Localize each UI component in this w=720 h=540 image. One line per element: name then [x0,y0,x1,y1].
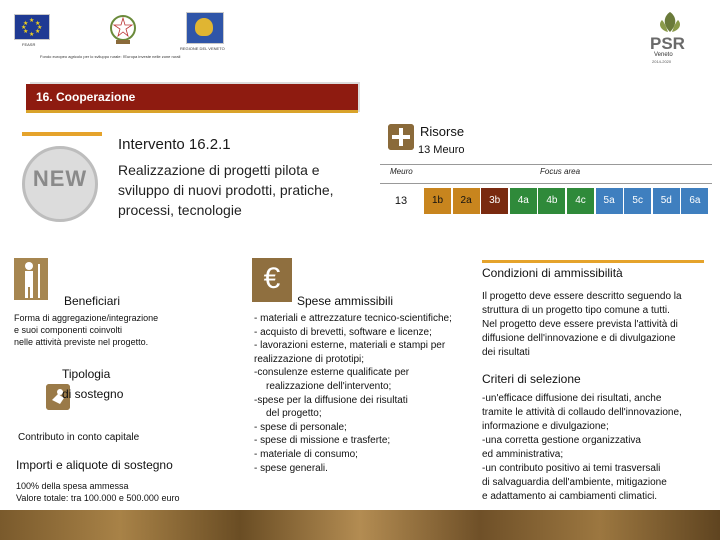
risorse-value: 13 [384,188,418,214]
risorse-coins-icon [388,124,414,150]
spese-line: - materiale di consumo; [254,448,358,460]
psr-logo-icon [640,8,700,64]
criteri-line: ed amministrativa; [482,449,564,460]
spese-line: - acquisto di brevetti, software e licenze; [254,326,432,338]
euro-sign: € [263,262,281,295]
criteri-title: Criteri di selezione [482,372,581,386]
importi-line2: Valore totale: tra 100.000 e 500.000 euro [16,493,180,503]
importi-body [16,480,236,504]
criteri-body [482,392,708,504]
focus-area-cell: 2a [453,188,480,214]
header-tagline: Fondo europeo agricolo per lo sviluppo rurale: l'Europa investe nelle zone rurali [40,54,181,59]
criteri-line: -una corretta gestione organizzativa [482,435,641,446]
focus-area-cell: 5d [653,188,680,214]
spese-line: - spese generali. [254,462,328,474]
spese-line: del progetto; [266,408,322,420]
focus-area-cell: 1b [424,188,451,214]
condizioni-line: Nel progetto deve essere prevista l'attività di [482,319,678,330]
beneficiari-line: nelle attività previste nel progetto. [14,337,149,347]
focus-area-cell: 3b [481,188,508,214]
veneto-lion-icon [186,12,224,44]
criteri-line: di salvaguardia dell'ambiente, mitigazione [482,477,667,488]
criteri-line: -un'efficace diffusione dei risultati, anche [482,393,662,404]
spese-line: realizzazione dell'intervento; [266,380,392,392]
psr-title: PSR [650,34,685,53]
condizioni-body [482,290,708,360]
spese-line: - materiali e attrezzature tecnico-scientifiche; [254,313,452,324]
tipologia-title-line2: di sostegno [62,387,124,401]
italian-republic-emblem-icon [108,12,138,46]
beneficiari-title: Beneficiari [64,294,121,308]
spese-line: - lavorazioni esterne, materiali e stampi per [254,340,446,352]
condizioni-line: dei risultati [482,347,530,358]
importi-title: Importi e aliquote di sostegno [16,458,173,472]
criteri-line: -un contributo positivo ai temi trasversali [482,463,661,474]
farmer-icon [14,258,48,300]
spese-line: - spese di personale; [254,421,347,433]
section-title: 16. Cooperazione [36,90,136,104]
focus-area-cell: 6a [681,188,708,214]
focus-area-cell: 5c [624,188,651,214]
condizioni-line: diffusione dell'innovazione e di divulgazione [482,333,676,344]
focus-area-cell: 5a [596,188,623,214]
condizioni-accent-bar [482,260,704,263]
spese-line: -spese per la diffusione dei risultati [254,394,408,406]
col-meuro-label: Meuro [390,167,413,176]
spese-line: realizzazione di prototipi; [254,353,365,365]
psr-years: 2014-2020 [652,59,672,64]
criteri-line: e adattamento ai cambiamenti climatici. [482,491,658,502]
col-focus-label: Focus area [540,167,581,176]
feasr-caption: FEASR [22,42,36,47]
risorse-amount: 13 Meuro [418,144,465,156]
criteri-line: tramite le attività di collaudo dell'innovazione, [482,407,682,418]
spese-line: -consulenze esterne qualificate per [254,367,410,379]
tipologia-title-line1: Tipologia [62,367,111,381]
spese-title: Spese ammissibili [297,294,394,308]
eu-flag-icon: ★ ★ ★ ★ ★ ★ ★ ★ [14,14,50,40]
intervento-description: Realizzazione di progetti pilota e sviluppo di nuovi prodotti, pratiche, processi, tecnologie [118,162,334,218]
criteri-line: informazione e divulgazione; [482,421,609,432]
tipologia-contributo: Contributo in conto capitale [18,432,140,443]
wheat-field-strip [0,510,720,540]
intervento-title: Intervento 16.2.1 [118,136,231,153]
beneficiari-line: Forma di aggregazione/integrazione [14,313,159,323]
focus-area-cell: 4c [567,188,594,214]
intervento-accent-bar [22,132,102,136]
condizioni-title: Condizioni di ammissibilità [482,266,623,280]
condizioni-line: Il progetto deve essere descritto seguendo la [482,291,682,302]
condizioni-line: struttura di un progetto tipo comune a tutti. [482,305,670,316]
psr-subtitle: Veneto [654,52,673,58]
tipologia-title [62,364,182,404]
risorse-title: Risorse [420,124,465,139]
spese-line: - spese di missione e trasferte; [254,435,391,447]
focus-area-cell: 4b [538,188,565,214]
focus-area-cell: 4a [510,188,537,214]
beneficiari-body [14,312,224,348]
new-badge-label: NEW [32,166,88,191]
spese-body [254,312,484,475]
importi-line1: 100% della spesa ammessa [16,481,129,491]
beneficiari-line: e suoi componenti coinvolti [14,325,123,335]
veneto-caption: REGIONE DEL VENETO [180,46,225,51]
